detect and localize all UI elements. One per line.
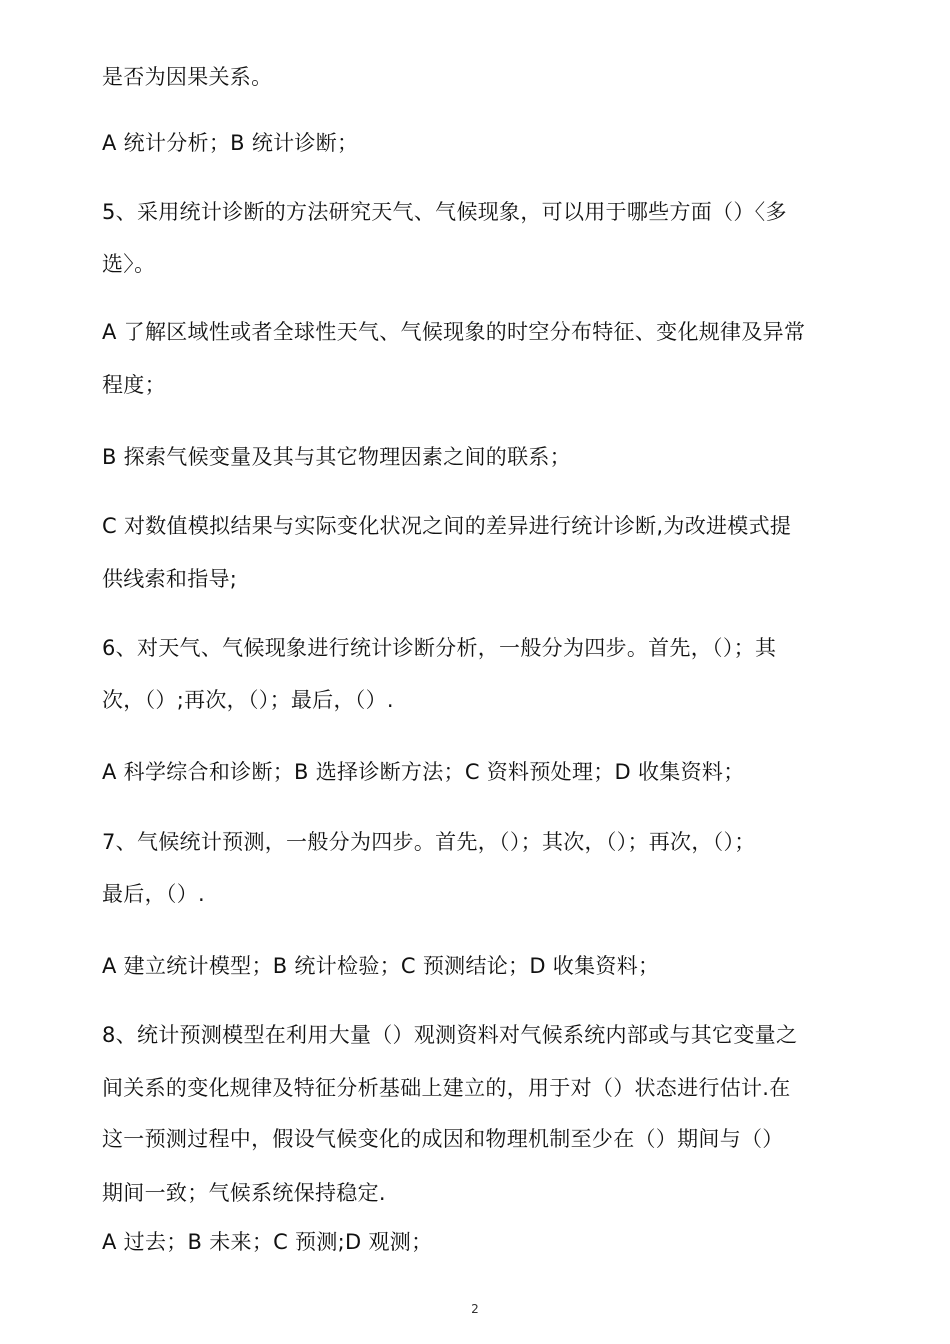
option-line: A 建立统计模型；B 统计检验；C 预测结论；D 收集资料； [102,954,660,978]
text-line: 供线索和指导; [102,567,238,591]
text-line: 程度； [102,373,166,397]
text-line: 选〉。 [102,252,156,276]
option-line: A 了解区域性或者全球性天气、气候现象的时空分布特征、变化规律及异常 [102,320,806,344]
question-7-line: 7、气候统计预测，一般分为四步。首先，（）；其次，（）；再次，（）； [102,830,756,854]
text-line: 次，（）;再次，（）；最后，（）. [102,688,394,712]
question-6-line: 6、对天气、气候现象进行统计诊断分析，一般分为四步。首先，（）；其 [102,636,777,660]
text-line: A 统计分析；B 统计诊断； [102,131,359,155]
option-line: A 过去；B 未来；C 预测;D 观测； [102,1230,433,1254]
text-line: 间关系的变化规律及特征分析基础上建立的，用于对（）状态进行估计.在 [102,1076,791,1100]
text-line: 期间一致；气候系统保持稳定. [102,1181,386,1205]
page-number: 2 [471,1302,479,1316]
option-line: C 对数值模拟结果与实际变化状况之间的差异进行统计诊断,为改进模式提 [102,514,792,538]
text-line: 是否为因果关系。 [102,65,273,89]
question-5-line: 5、采用统计诊断的方法研究天气、气候现象，可以用于哪些方面（）〈多 [102,200,787,224]
option-line: B 探索气候变量及其与其它物理因素之间的联系； [102,445,571,469]
text-line: 最后，（）. [102,882,205,906]
question-8-line: 8、统计预测模型在利用大量（）观测资料对气候系统内部或与其它变量之 [102,1023,798,1047]
text-line: 这一预测过程中，假设气候变化的成因和物理机制至少在（）期间与（） [102,1127,784,1151]
option-line: A 科学综合和诊断；B 选择诊断方法；C 资料预处理；D 收集资料； [102,760,745,784]
